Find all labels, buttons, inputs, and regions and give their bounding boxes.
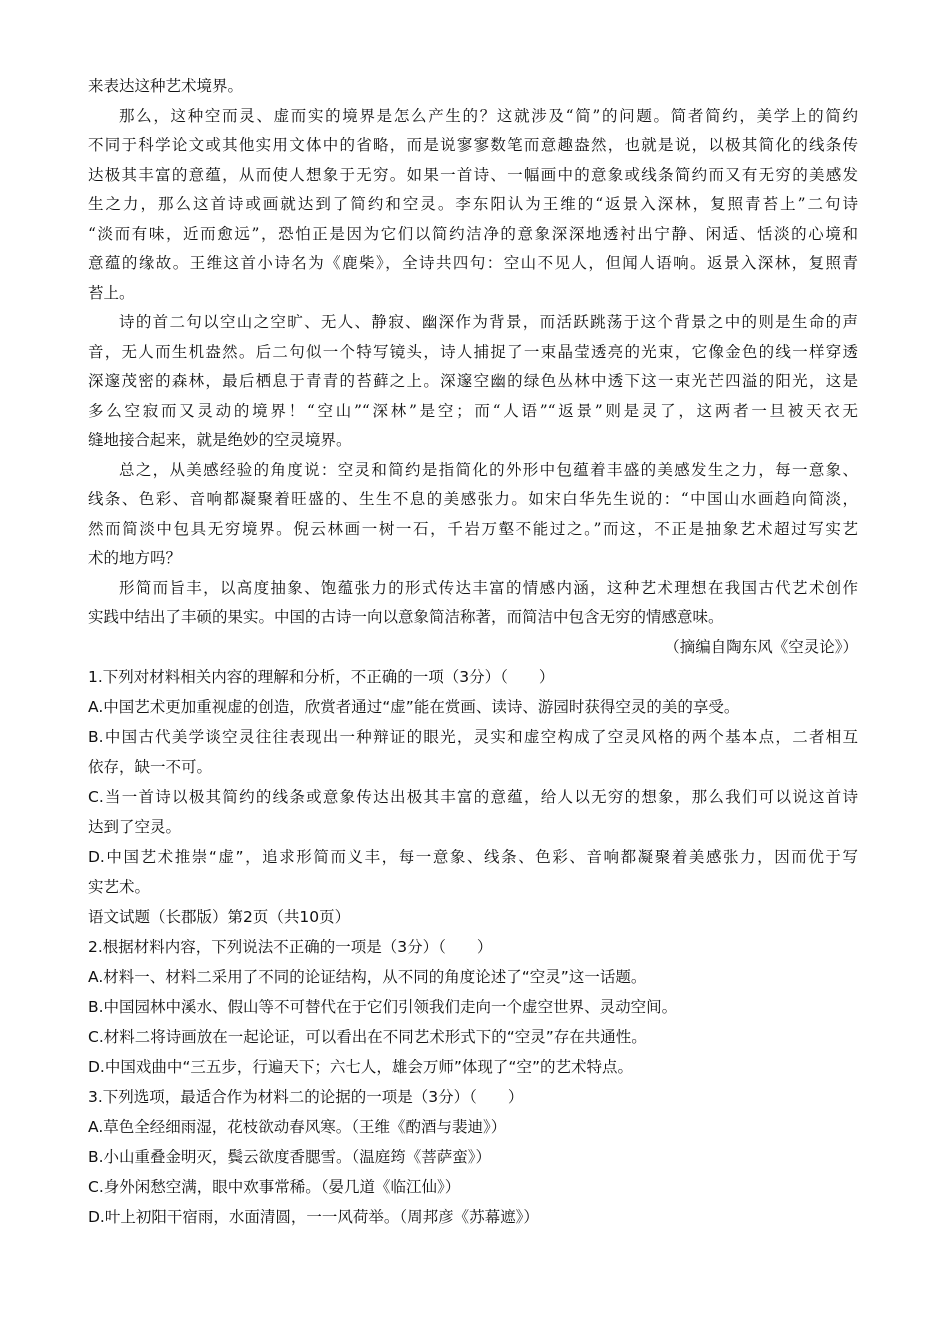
- question-2-option-c: C.材料二将诗画放在一起论证，可以看出在不同艺术形式下的“空灵”存在共通性。: [88, 1028, 647, 1046]
- question-3-option-b: B.小山重叠金明灭，鬓云欲度香腮雪。（温庭筠《菩萨蛮》）: [88, 1148, 492, 1166]
- passage-line: 术的地方吗？: [88, 549, 182, 567]
- passage-source: （摘编自陶东风《空灵论》）: [664, 637, 858, 656]
- question-3-option-c: C.身外闲愁空满，眼中欢事常稀。（晏几道《临江仙》）: [88, 1178, 461, 1196]
- passage-line: 总之，从美感经验的角度说：空灵和简约是指简化的外形中包蕴着丰盛的美感发生之力，每一意象、: [119, 460, 858, 479]
- passage-line: 来表达这种艺术境界。: [88, 77, 244, 95]
- question-section: [88, 662, 858, 1232]
- page-footer: 语文试题（长郡版）第2页（共10页）: [88, 908, 351, 926]
- question-3-option-a: A.草色全经细雨湿，花枝欲动春风寒。（王维《酌酒与裴迪》）: [88, 1118, 507, 1136]
- question-2-stem: 2.根据材料内容，下列说法不正确的一项是（3分）（ ）: [88, 938, 493, 956]
- passage-line: 达极其丰富的意蕴，从而使人想象于无穷。如果一首诗、一幅画中的意象或线条简约而又有无穷的美感发: [88, 165, 858, 184]
- question-1-option-c: C.当一首诗以极其简约的线条或意象传达出极其丰富的意蕴，给人以无穷的想象，那么我们可以说这首诗: [88, 788, 858, 806]
- reading-passage: [88, 72, 858, 662]
- question-1-stem: 1.下列对材料相关内容的理解和分析，不正确的一项（3分）（ ）: [88, 668, 555, 686]
- passage-line: 多么空寂而又灵动的境界！“空山”“深林”是空；而“人语”“返景”则是灵了，这两者一旦被天衣无: [88, 401, 858, 420]
- passage-line: 线条、色彩、音响都凝聚着旺盛的、生生不息的美感张力。如宋白华先生说的：“中国山水画趋向简淡，: [88, 490, 858, 508]
- passage-line: 深邃茂密的森林，最后栖息于青青的苔藓之上。深邃空幽的绿色丛林中透下这一束光芒四溢的阳光，这是: [88, 372, 858, 390]
- question-2-option-d: D.中国戏曲中“三五步，行遍天下；六七人，雄会万师”体现了“空”的艺术特点。: [88, 1058, 633, 1076]
- question-1-option-d-cont: 实艺术。: [88, 878, 151, 896]
- passage-line: 然而简淡中包具无穷境界。倪云林画一树一石，千岩万壑不能过之。”而这，不正是抽象艺术超过写实艺: [88, 519, 858, 538]
- passage-line: 苔上。: [88, 283, 135, 302]
- question-2-option-a: A.材料一、材料二采用了不同的论证结构，从不同的角度论述了“空灵”这一话题。: [88, 968, 647, 986]
- passage-line: “淡而有味，近而愈远”，恐怕正是因为它们以简约洁净的意象深深地透衬出宁静、闲适、恬淡的心境和: [88, 224, 858, 243]
- question-1-option-d: D.中国艺术推崇“虚”，追求形简而义丰，每一意象、线条、色彩、音响都凝聚着美感张力，因而优于写: [88, 848, 858, 866]
- passage-line: 音，无人而生机盎然。后二句似一个特写镜头，诗人捕捉了一束晶莹透亮的光束，它像金色的线一样穿透: [88, 342, 858, 361]
- passage-line: 生之力，那么这首诗或画就达到了简约和空灵。李东阳认为王维的“返景入深林，复照青苔上”二句诗: [88, 195, 858, 213]
- passage-line: 那么，这种空而灵、虚而实的境界是怎么产生的？这就涉及“简”的问题。简者简约，美学上的简约: [119, 106, 858, 125]
- passage-line: 诗的首二句以空山之空旷、无人、静寂、幽深作为背景，而活跃跳荡于这个背景之中的则是生命的声: [119, 313, 858, 331]
- question-1-option-b: B.中国古代美学谈空灵往往表现出一种辩证的眼光，灵实和虚空构成了空灵风格的两个基本点，二者相互: [88, 728, 858, 746]
- question-1-option-c-cont: 达到了空灵。: [88, 818, 182, 836]
- passage-line: 意蕴的缘故。王维这首小诗名为《鹿柴》，全诗共四句：空山不见人，但闻人语响。返景入深林，复照青: [88, 254, 858, 272]
- exam-page: [88, 72, 858, 1232]
- passage-line: 不同于科学论文或其他实用文体中的省略，而是说寥寥数笔而意趣盎然，也就是说，以极其简化的线条传: [88, 136, 858, 154]
- passage-line: 缝地接合起来，就是绝妙的空灵境界。: [88, 431, 352, 449]
- question-3-stem: 3.下列选项，最适合作为材料二的论据的一项是（3分）（ ）: [88, 1088, 524, 1106]
- passage-line: 形简而旨丰，以高度抽象、饱蕴张力的形式传达丰富的情感内涵，这种艺术理想在我国古代艺术创作: [119, 578, 858, 597]
- question-2-option-b: B.中国园林中溪水、假山等不可替代在于它们引领我们走向一个虚空世界、灵动空间。: [88, 998, 678, 1016]
- question-1-option-a: A.中国艺术更加重视虚的创造，欣赏者通过“虚”能在赏画、读诗、游园时获得空灵的美的享受。: [88, 698, 740, 716]
- question-3-option-d: D.叶上初阳干宿雨，水面清圆，一一风荷举。（周邦彦《苏幕遮》）: [88, 1208, 539, 1226]
- question-1-option-b-cont: 依存，缺一不可。: [88, 758, 213, 776]
- passage-line: 实践中结出了丰硕的果实。中国的古诗一向以意象简洁称著，而简洁中包含无穷的情感意味。: [88, 608, 724, 626]
